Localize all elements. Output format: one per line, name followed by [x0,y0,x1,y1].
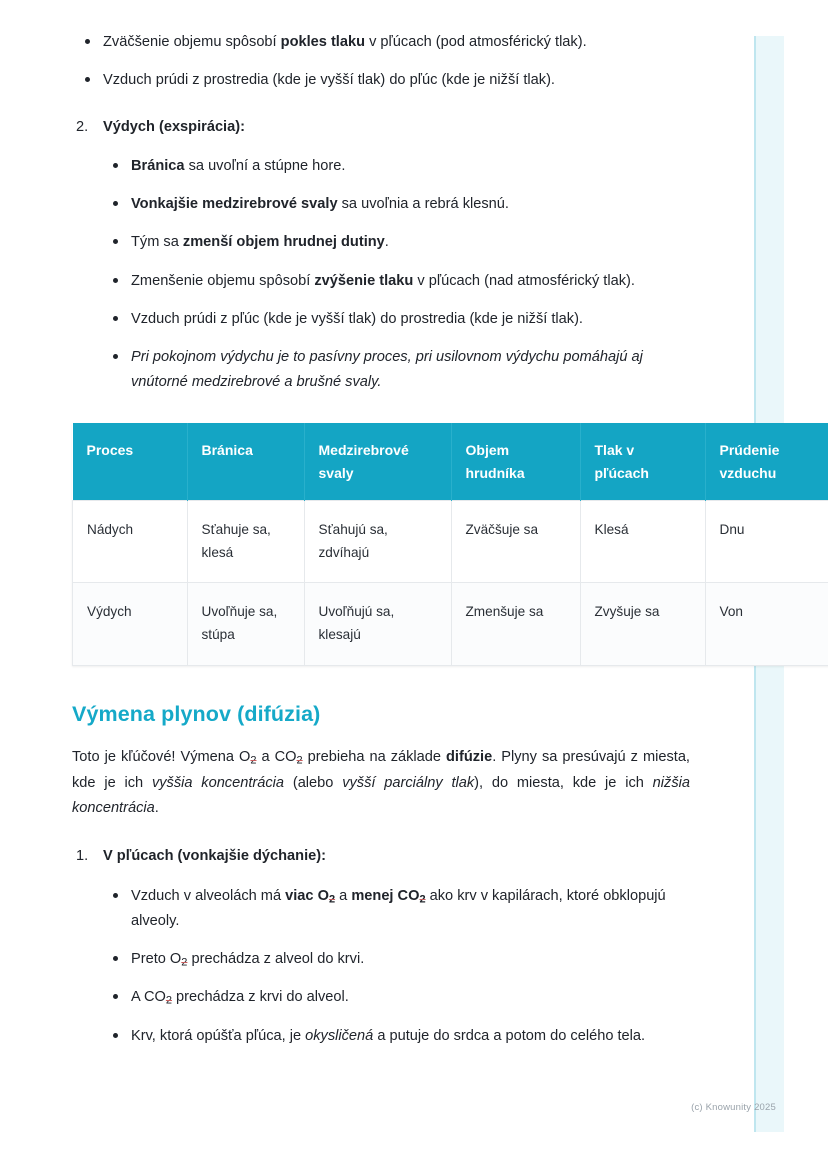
table-cell: Výdych [73,583,188,665]
inhale-bullet-list [72,30,690,93]
table-row [73,583,828,665]
table-body [73,501,828,665]
list-item: Tým sa zmenší objem hrudnej dutiny. [100,230,690,255]
emphasis-text: viac O2 [285,887,336,905]
italic-note: Pri pokojnom výdychu je to pasívny proces, pri usilovnom výdychu pomáhajú aj vnútorné medzirebrové a brušné svaly. [131,348,643,390]
subscript-2: 2 [181,956,188,969]
exhale-bullet-list [100,154,690,395]
table-header-cell: Prúdenie vzduchu [705,423,828,501]
list-item: Vzduch prúdi z pľúc (kde je vyšší tlak) do prostredia (kde je nižší tlak). [100,307,690,332]
list-number: 2. [76,119,89,136]
list-item [100,345,690,395]
exhale-heading: Výdych (exspirácia): [103,119,245,136]
gas-exchange-bullet-list [100,884,690,1049]
list-item: Vonkajšie medzirebrové svaly sa uvoľnia a rebrá klesnú. [100,192,690,217]
subscript-2: 2 [419,892,426,905]
table-cell: Zvyšuje sa [580,583,705,665]
subscript-2: 2 [296,753,303,766]
table-header-cell: Objem hrudníka [451,423,580,501]
emphasis-text: zmenší objem hrudnej dutiny [182,234,385,251]
table-cell: Von [705,583,828,665]
list-item: Vzduch v alveolách má viac O2 a menej CO2 ako krv v kapilárach, ktoré obklopujú alveoly. [100,884,690,934]
table-header-row [73,423,828,501]
italic-note: vyššia koncentrácia [151,774,285,791]
emphasis-text: pokles tlaku [280,34,366,50]
list-item: Krv, ktorá opúšťa pľúca, je okysličená a putuje do srdca a potom do celého tela. [100,1024,690,1049]
footer-credit: (c) Knowunity 2025 [691,1102,776,1113]
list-item [72,844,690,869]
section-paragraph: Toto je kľúčové! Výmena O2 a CO2 prebieha na základe difúzie. Plyny sa presúvajú z miesta, kde je ich vyššia koncentrácia (alebo vyšší parciálny tlak), do miesta, kde je ich nižšia koncentrácia. [72,748,690,817]
table-cell: Sťahujú sa, zdvíhajú [304,501,451,583]
exhale-ordered-list [72,115,690,140]
emphasis-text: menej CO2 [351,887,426,905]
subscript-2: 2 [165,994,172,1007]
table-header-cell: Bránica [187,423,304,501]
table-cell: Sťahuje sa, klesá [187,501,304,583]
table-row [73,501,828,583]
table-cell: Klesá [580,501,705,583]
table-cell: Nádych [73,501,188,583]
table-cell: Zväčšuje sa [451,501,580,583]
emphasis-text: Vonkajšie medzirebrové svaly [131,196,338,213]
breathing-comparison-table [72,423,828,666]
list-number: 1. [76,848,89,865]
document-content [72,30,780,1062]
emphasis-text: zvýšenie tlaku [314,272,414,289]
subscript-2: 2 [250,753,257,766]
subscript-2: 2 [328,892,336,905]
gas-exchange-ordered-list [72,844,690,869]
table-head [73,423,828,501]
list-item: Bránica sa uvoľní a stúpne hore. [100,154,690,179]
table-header-cell: Tlak v pľúcach [580,423,705,501]
italic-note: okysličená [305,1027,374,1044]
table-cell: Zmenšuje sa [451,583,580,665]
emphasis-text: difúzie [446,748,493,765]
list-item: Vzduch prúdi z prostredia (kde je vyšší tlak) do pľúc (kde je nižší tlak). [72,68,690,93]
table-header-cell: Medzirebrové svaly [304,423,451,501]
italic-note: vyšší parciálny tlak [342,774,475,791]
table-header-cell: Proces [73,423,188,501]
list-item [72,115,690,140]
list-item: Zväčšenie objemu spôsobí pokles tlaku v pľúcach (pod atmosférický tlak). [72,30,690,55]
gas-exchange-heading: V pľúcach (vonkajšie dýchanie): [103,848,326,865]
list-item: A CO2 prechádza z krvi do alveol. [100,985,690,1010]
list-item: Preto O2 prechádza z alveol do krvi. [100,947,690,972]
list-item: Zmenšenie objemu spôsobí zvýšenie tlaku v pľúcach (nad atmosférický tlak). [100,269,690,294]
table-cell: Uvoľňujú sa, klesajú [304,583,451,665]
italic-note: nižšia koncentrácia [72,774,690,817]
table-cell: Dnu [705,501,828,583]
section-title: Výmena plynov (difúzia) [72,701,321,726]
table-cell: Uvoľňuje sa, stúpa [187,583,304,665]
emphasis-text: Bránica [131,158,185,175]
